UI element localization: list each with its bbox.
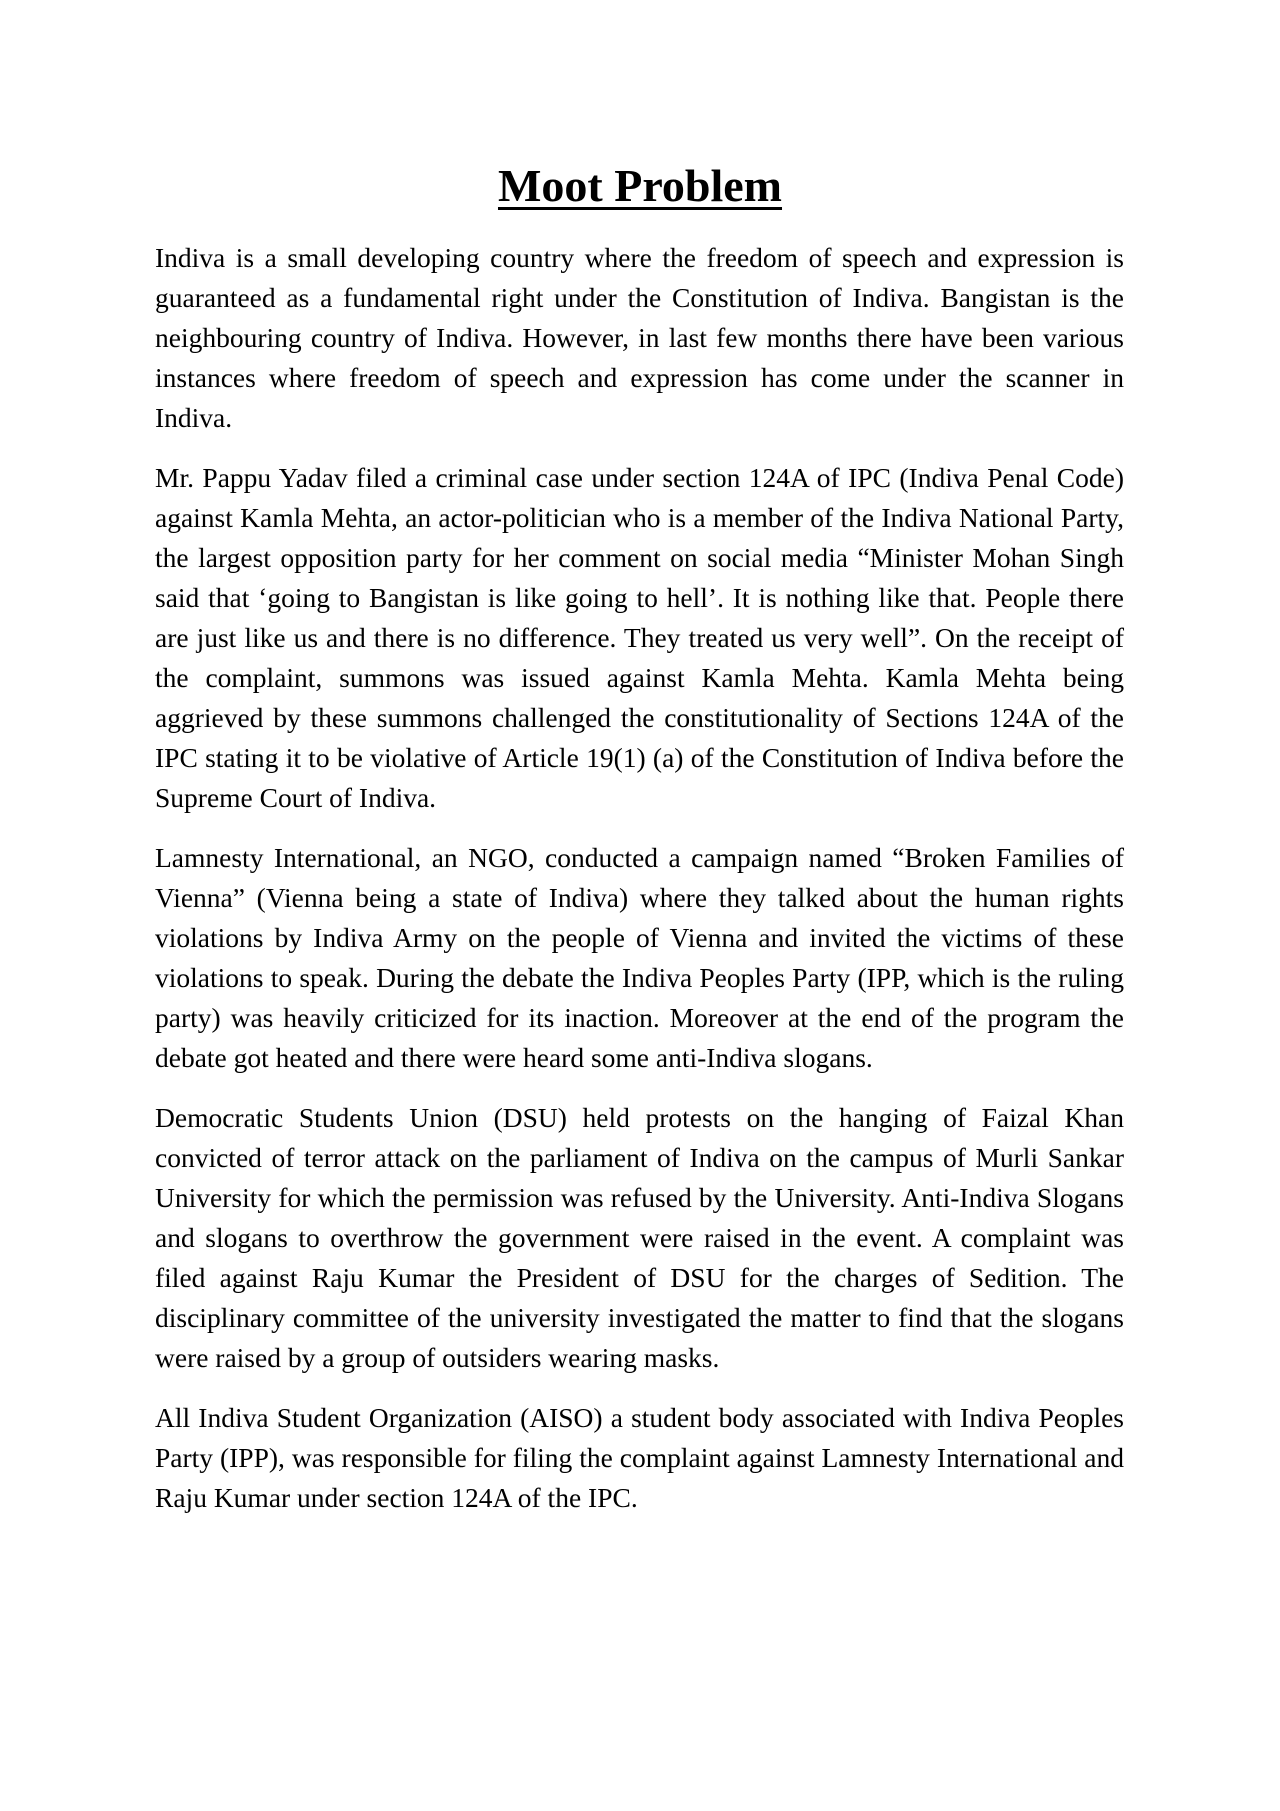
paragraph-lamnesty-campaign: Lamnesty International, an NGO, conducted a campaign named “Broken Families of Vienna” (Vienna being a state of Indiva) where they talked about the human rights violations by Indiva Army on the people of Vienna and invited the victims of these violations to speak. During the debate the Indiva Peoples Party (IPP, which is the ruling party) was heavily criticized for its inaction. Moreover at the end of the program the debate got heated and there were heard some anti-Indiva slogans. bbox=[155, 842, 1124, 1073]
document-body bbox=[155, 238, 1124, 1538]
page-title-text: Moot Problem bbox=[497, 160, 783, 211]
paragraph-kamla-mehta-case: Mr. Pappu Yadav filed a criminal case under section 124A of IPC (Indiva Penal Code) against Kamla Mehta, an actor-politician who is a member of the Indiva National Party, the largest opposition party for her comment on social media “Minister Mohan Singh said that ‘going to Bangistan is like going to hell’. It is nothing like that. People there are just like us and there is no difference. They treated us very well”. On the receipt of the complaint, summons was issued against Kamla Mehta. Kamla Mehta being aggrieved by these summons challenged the constitutionality of Sections 124A of the IPC stating it to be violative of Article 19(1) (a) of the Constitution of Indiva before the Supreme Court of Indiva. bbox=[155, 462, 1124, 813]
paragraph-intro: Indiva is a small developing country where the freedom of speech and expression is guaranteed as a fundamental right under the Constitution of Indiva. Bangistan is the neighbouring country of Indiva. However, in last few months there have been various instances where freedom of speech and expression has come under the scanner in Indiva. bbox=[155, 242, 1124, 433]
paragraph-aiso-complaint: All Indiva Student Organization (AISO) a student body associated with Indiva Peoples Party (IPP), was responsible for filing the complaint against Lamnesty International and Raju Kumar under section 124A of the IPC. bbox=[155, 1402, 1124, 1513]
paragraph-dsu-protests: Democratic Students Union (DSU) held protests on the hanging of Faizal Khan convicted of terror attack on the parliament of Indiva on the campus of Murli Sankar University for which the permission was refused by the University. Anti-Indiva Slogans and slogans to overthrow the government were raised in the event. A complaint was filed against Raju Kumar the President of DSU for the charges of Sedition. The disciplinary committee of the university investigated the matter to find that the slogans were raised by a group of outsiders wearing masks. bbox=[155, 1102, 1124, 1373]
page-title bbox=[0, 158, 1280, 214]
